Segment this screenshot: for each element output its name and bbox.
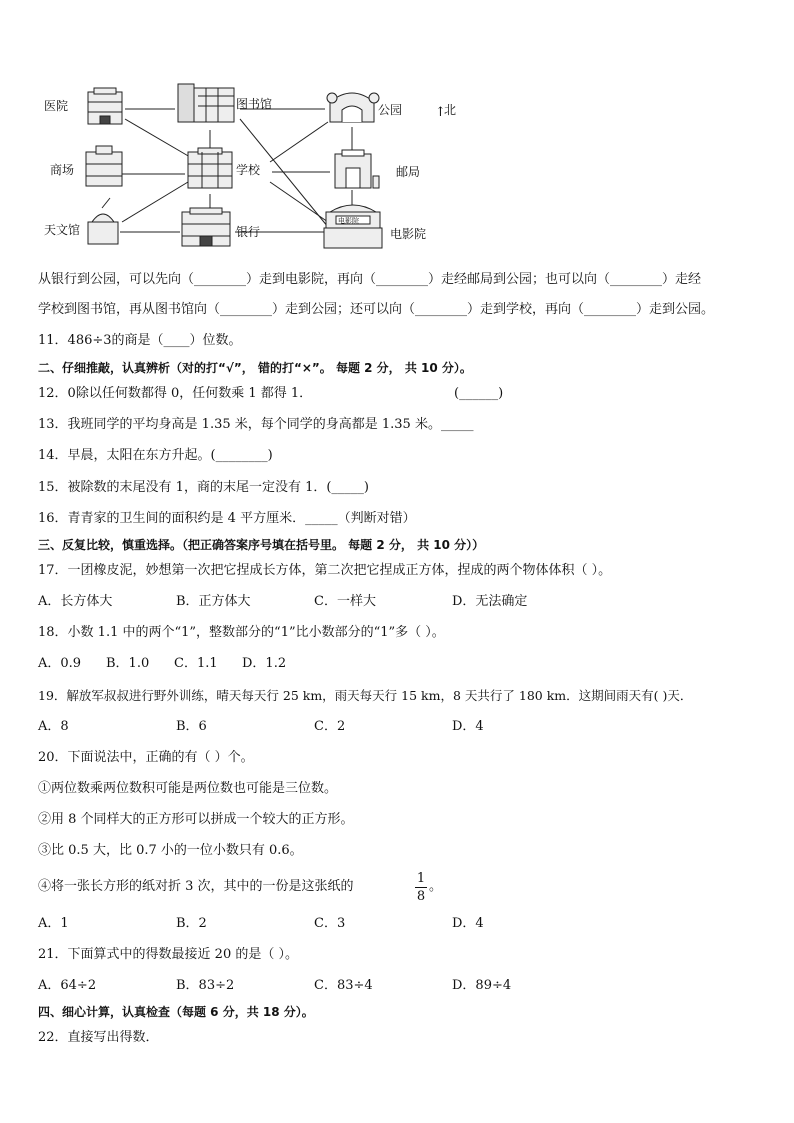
label-observatory: 天文馆	[44, 223, 81, 237]
q21-option-d[interactable]: D．89÷4	[452, 978, 512, 993]
library-building-icon	[178, 84, 234, 122]
q20-option-b[interactable]: B．2	[176, 916, 207, 931]
q18-option-d[interactable]: D．1.2	[242, 656, 287, 671]
q16: 16．青青家的卫生间的面积约是 4 平方厘米．_____（判断对错）	[38, 511, 416, 526]
q12	[38, 386, 768, 402]
cinema-sign: 电影院	[338, 217, 359, 225]
q20-statement-1: ①两位数乘两位数积可能是两位数也可能是三位数。	[38, 781, 338, 796]
q19: 19．解放军叔叔进行野外训练，晴天每天行 25 km，雨天每天行 15 km，8 天共行了 180 km．这期间雨天有( )天．	[38, 688, 693, 703]
label-north: 北	[444, 103, 457, 117]
q20-option-a[interactable]: A．1	[38, 916, 69, 931]
q17-option-a[interactable]: A．长方体大	[38, 594, 113, 609]
q21-option-c[interactable]: C．83÷4	[314, 978, 373, 993]
q10-line1: 从银行到公园，可以先向（________）走到电影院，再向（________）走经邮局到公园；也可以向（________）走经	[38, 272, 702, 287]
q17: 17．一团橡皮泥，妙想第一次把它捏成长方体，第二次把它捏成正方体，捏成的两个物体体积（ ）。	[38, 563, 612, 578]
q20-statement-4	[38, 871, 768, 904]
q13: 13．我班同学的平均身高是 1.35 米，每个同学的身高都是 1.35 米。_____	[38, 417, 474, 432]
fraction-one-eighth	[415, 871, 427, 904]
observatory-building-icon	[88, 198, 118, 244]
label-cinema: 电影院	[390, 227, 427, 241]
hospital-building-icon	[88, 88, 122, 124]
cinema-building-icon	[324, 205, 382, 248]
park-gate-icon	[327, 93, 379, 122]
label-hospital: 医院	[44, 99, 69, 113]
label-park: 公园	[378, 103, 403, 117]
q17-option-c[interactable]: C．一样大	[314, 594, 376, 609]
q17-option-b[interactable]: B．正方体大	[176, 594, 251, 609]
q19-option-b[interactable]: B．6	[176, 719, 207, 734]
q20-s4-tail: 。	[429, 879, 443, 894]
school-building-icon	[188, 148, 232, 188]
label-post-office: 邮局	[396, 165, 421, 179]
q14: 14．早晨，太阳在东方升起。(________)	[38, 448, 273, 463]
q18-option-a[interactable]: A．0.9	[38, 656, 82, 671]
mall-building-icon	[86, 146, 122, 186]
label-bank: 银行	[236, 225, 261, 239]
q18: 18．小数 1.1 中的两个“1”，整数部分的“1”比小数部分的“1”多（ ）。	[38, 625, 445, 640]
q12-text: 12．0除以任何数都得 0，任何数乘 1 都得 1．	[38, 386, 313, 401]
q10-line2: 学校到图书馆，再从图书馆向（________）走到公园；还可以向（________）走到学校，再向（________）走到公园。	[38, 302, 715, 317]
q18-option-b[interactable]: B．1.0	[106, 656, 150, 671]
q20-option-c[interactable]: C．3	[314, 916, 346, 931]
north-arrow-icon: ↑	[435, 105, 446, 120]
q20-option-d[interactable]: D．4	[452, 916, 484, 931]
q20-statement-3: ③比 0.5 大，比 0.7 小的一位小数只有 0.6。	[38, 843, 303, 858]
section-3-heading: 三、反复比较，慎重选择。（把正确答案序号填在括号里。 每题 2 分， 共 10 分））	[38, 538, 485, 552]
label-library: 图书馆	[236, 97, 273, 111]
q21-option-b[interactable]: B．83÷2	[176, 978, 235, 993]
direction-map	[30, 82, 470, 257]
q19-option-d[interactable]: D．4	[452, 719, 484, 734]
q18-option-c[interactable]: C．1.1	[174, 656, 218, 671]
fraction-denominator: 8	[416, 889, 426, 904]
bank-building-icon	[182, 208, 230, 246]
fraction-bar	[415, 887, 427, 888]
q17-option-d[interactable]: D．无法确定	[452, 594, 528, 609]
label-mall: 商场	[50, 163, 75, 177]
q21-option-a[interactable]: A．64÷2	[38, 978, 97, 993]
q20: 20．下面说法中，正确的有（ ）个。	[38, 750, 254, 765]
fraction-numerator: 1	[416, 871, 426, 886]
label-school: 学校	[236, 163, 261, 177]
section-4-heading: 四、细心计算，认真检查（每题 6 分，共 18 分）。	[38, 1005, 314, 1019]
q20-statement-2: ②用 8 个同样大的正方形可以拼成一个较大的正方形。	[38, 812, 354, 827]
q22: 22．直接写出得数．	[38, 1030, 159, 1045]
section-2-heading: 二、仔细推敲，认真辨析（对的打“√”， 错的打“×”。 每题 2 分， 共 10 分）。	[38, 361, 472, 375]
q21: 21．下面算式中的得数最接近 20 的是（ ）。	[38, 947, 298, 962]
q11: 11．486÷3的商是（____）位数。	[38, 333, 242, 348]
q15: 15．被除数的末尾没有 1，商的末尾一定没有 1．(_____)	[38, 480, 369, 495]
q19-option-a[interactable]: A．8	[38, 719, 69, 734]
q12-answer-blank[interactable]: (______)	[454, 386, 504, 401]
q19-option-c[interactable]: C．2	[314, 719, 346, 734]
post-office-building-icon	[335, 150, 379, 188]
q20-s4-text: ④将一张长方形的纸对折 3 次，其中的一份是这张纸的	[38, 879, 354, 894]
